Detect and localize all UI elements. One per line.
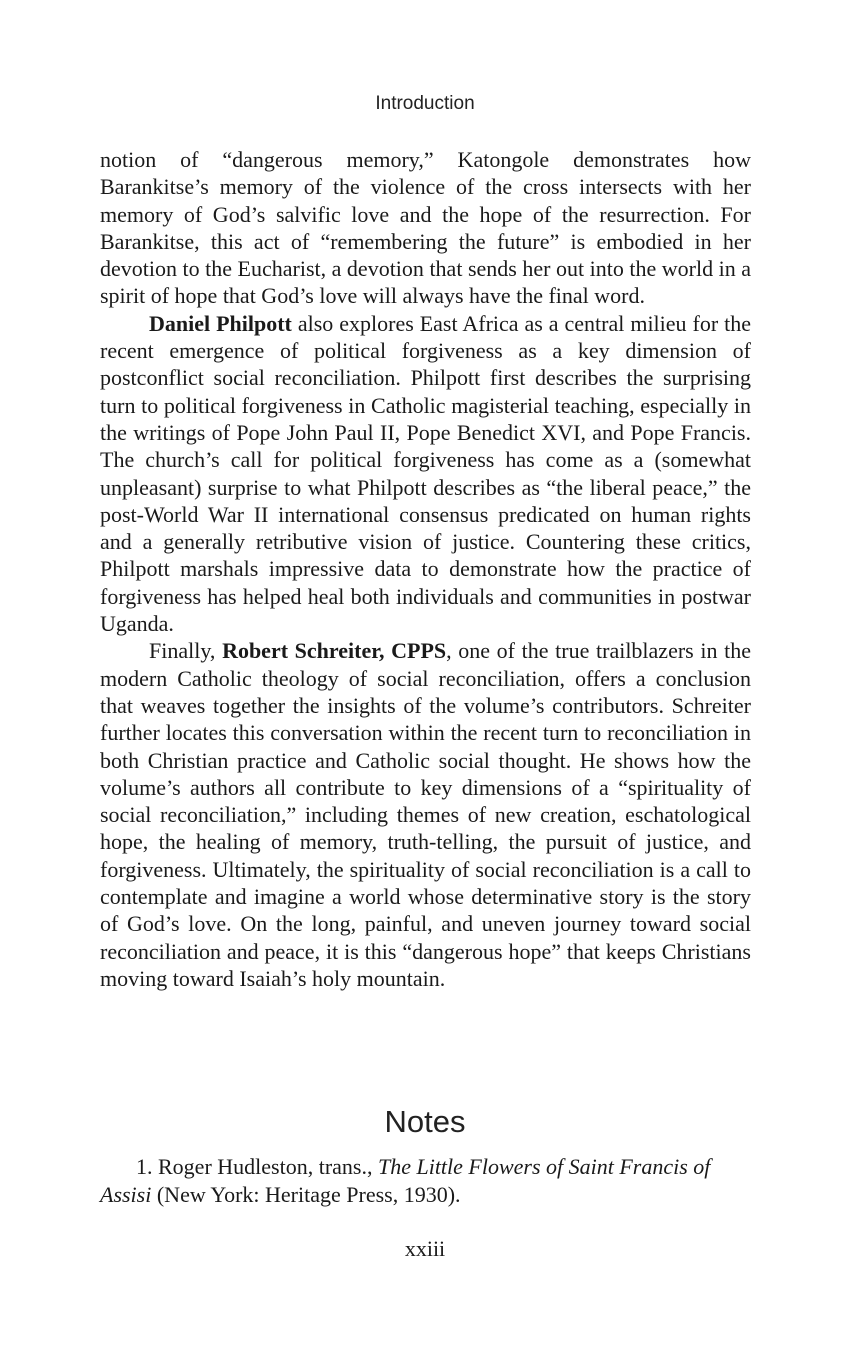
- paragraph-text: also explores East Africa as a central milieu for the recent emergence of political forgiveness as a key dimension of postconflict social reconciliation. Philpott first describes the surprising turn to political forgiveness in Catholic magisterial teaching, especially in the writings of Pope John Paul II, Pope Benedict XVI, and Pope Francis. The church’s call for political forgiveness has come as a (somewhat unpleasant) surprise to what Philpott describes as “the liberal peace,” the post-World War II international consensus predicated on human rights and a generally retributive vision of justice. Countering these critics, Philpott marshals impressive data to demonstrate how the practice of forgiveness has helped heal both individuals and communities in postwar Uganda.: [100, 310, 751, 637]
- notes-heading: Notes: [384, 1104, 466, 1139]
- paragraph-text: notion of “dangerous memory,” Katongole demonstrates how Barankitse’s memory of the violence of the cross intersects with her memory of God’s salvific love and the hope of the resurrection. For Barankitse, this act of “remembering the future” is embodied in her devotion to the Eucharist, a devotion that sends her out into the world in a spirit of hope that God’s love will always have the final word.: [100, 147, 751, 309]
- author-name: Daniel Philpott: [149, 310, 292, 336]
- paragraph: [100, 310, 751, 638]
- paragraph: [100, 146, 751, 310]
- paragraph-text: , one of the true trailblazers in the modern Catholic theology of social reconciliation, offers a conclusion that weaves together the insights of the volume’s contributors. Schreiter further locates this conversation within the recent turn to reconciliation in both Christian practice and Catholic social thought. He shows how the volume’s authors all contribute to key dimensions of a “spirituality of social reconciliation,” including themes of new creation, eschatological hope, the healing of memory, truth-telling, the pursuit of justice, and forgiveness. Ultimately, the spirituality of social reconciliation is a call to contemplate and imagine a world whose determinative story is the story of God’s love. On the long, painful, and uneven journey toward social reconciliation and peace, it is this “dangerous hope” that keeps Christians moving toward Isaiah’s holy mountain.: [100, 638, 751, 991]
- paragraph: [100, 637, 751, 992]
- body-text: [100, 146, 751, 992]
- paragraph-lead: Finally,: [149, 638, 223, 664]
- footnote-suffix: (New York: Heritage Press, 1930).: [151, 1181, 461, 1207]
- page-number: xxiii: [404, 1236, 446, 1261]
- footnote-prefix: 1. Roger Hudleston, trans.,: [136, 1154, 378, 1179]
- author-name: Robert Schreiter, CPPS: [222, 638, 447, 664]
- footnote-book-title: The Little Flowers of Saint Francis of Assisi: [100, 1154, 711, 1207]
- running-head: Introduction: [375, 93, 475, 114]
- footnote: [100, 1153, 751, 1208]
